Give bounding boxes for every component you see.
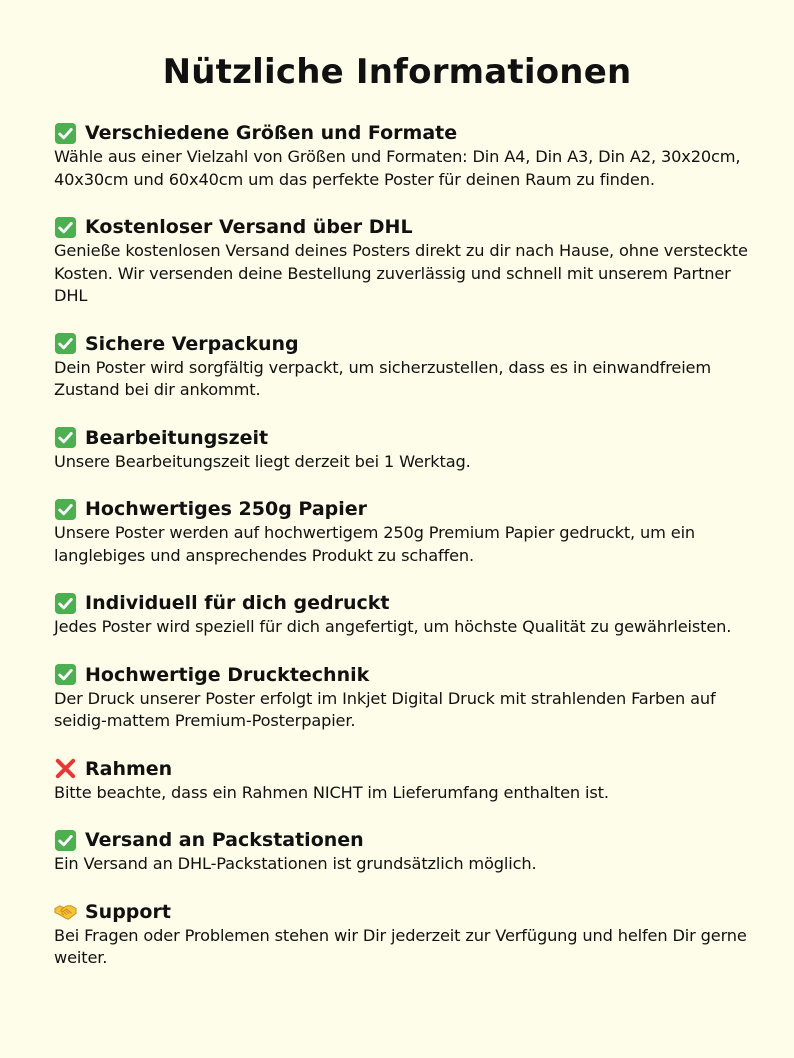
info-item-packstation xyxy=(54,827,754,876)
check-mark-icon xyxy=(54,426,77,449)
info-item-heading xyxy=(54,827,754,853)
info-item-support xyxy=(54,899,754,970)
check-mark-icon xyxy=(54,498,77,521)
info-item-heading xyxy=(54,425,754,451)
info-item-title: Sichere Verpackung xyxy=(85,332,299,355)
info-item-heading xyxy=(54,590,754,616)
page-title: Nützliche Informationen xyxy=(162,52,632,92)
info-item-description: Jedes Poster wird speziell für dich angefertigt, um höchste Qualität zu gewährleisten. xyxy=(54,617,732,636)
handshake-icon xyxy=(54,900,77,923)
info-item-description: Genieße kostenlosen Versand deines Posters direkt zu dir nach Hause, ohne versteckte Kosten. Wir versenden deine Bestellung zuverlässig und schnell mit unserem Partner DHL xyxy=(54,241,748,305)
info-item-heading xyxy=(54,214,754,240)
check-mark-icon xyxy=(54,663,77,686)
info-item-description: Bitte beachte, dass ein Rahmen NICHT im Lieferumfang enthalten ist. xyxy=(54,782,609,802)
info-item-heading xyxy=(54,120,754,146)
info-item-description: Bei Fragen oder Problemen stehen wir Dir jederzeit zur Verfügung und helfen Dir gerne weiter. xyxy=(54,925,747,967)
info-item-individual-print xyxy=(54,590,754,639)
cross-mark-icon xyxy=(54,757,77,780)
info-item-description: Ein Versand an DHL-Packstationen ist grundsätzlich möglich. xyxy=(54,854,537,873)
info-item-title: Hochwertiges 250g Papier xyxy=(85,498,368,520)
info-item-description: Der Druck unserer Poster erfolgt im Inkjet Digital Druck mit strahlenden Farben auf seidig-mattem Premium-Posterpapier. xyxy=(54,688,716,730)
info-item-heading xyxy=(54,662,754,688)
info-item-sizes xyxy=(54,120,754,191)
info-list xyxy=(54,120,754,970)
check-mark-icon xyxy=(54,122,77,145)
info-item-heading xyxy=(54,899,754,925)
info-item-shipping xyxy=(54,214,754,308)
check-mark-icon xyxy=(54,592,77,615)
info-item-print-technique xyxy=(54,662,754,733)
info-item-description: Dein Poster wird sorgfältig verpackt, um sicherzustellen, dass es in einwandfreiem Zustand bei dir ankommt. xyxy=(54,357,711,399)
info-item-description: Wähle aus einer Vielzahl von Größen und Formaten: Din A4, Din A3, Din A2, 30x20cm, 40x30cm und 60x40cm um das perfekte Poster für deinen Raum zu finden. xyxy=(54,147,741,189)
info-item-description: Unsere Poster werden auf hochwertigem 250g Premium Papier gedruckt, um ein langlebiges und ansprechendes Produkt zu schaffen. xyxy=(54,523,696,565)
info-item-title: Support xyxy=(85,900,171,923)
info-item-title: Bearbeitungszeit xyxy=(85,426,269,449)
info-item-title: Rahmen xyxy=(85,757,173,780)
check-mark-icon xyxy=(54,332,77,355)
info-item-packaging xyxy=(54,331,754,402)
info-item-title: Versand an Packstationen xyxy=(85,829,364,851)
info-item-title: Kostenloser Versand über DHL xyxy=(85,216,413,238)
info-item-frame xyxy=(54,756,754,805)
info-item-heading xyxy=(54,756,754,782)
info-item-paper xyxy=(54,496,754,567)
check-mark-icon xyxy=(54,829,77,852)
info-item-description: Unsere Bearbeitungszeit liegt derzeit bei 1 Werktag. xyxy=(54,451,471,471)
info-item-title: Hochwertige Drucktechnik xyxy=(85,663,370,686)
check-mark-icon xyxy=(54,216,77,239)
info-item-title: Individuell für dich gedruckt xyxy=(85,592,390,614)
info-item-processing-time xyxy=(54,425,754,474)
info-item-title: Verschiedene Größen und Formate xyxy=(85,122,458,144)
info-item-heading xyxy=(54,496,754,522)
info-item-heading xyxy=(54,331,754,357)
